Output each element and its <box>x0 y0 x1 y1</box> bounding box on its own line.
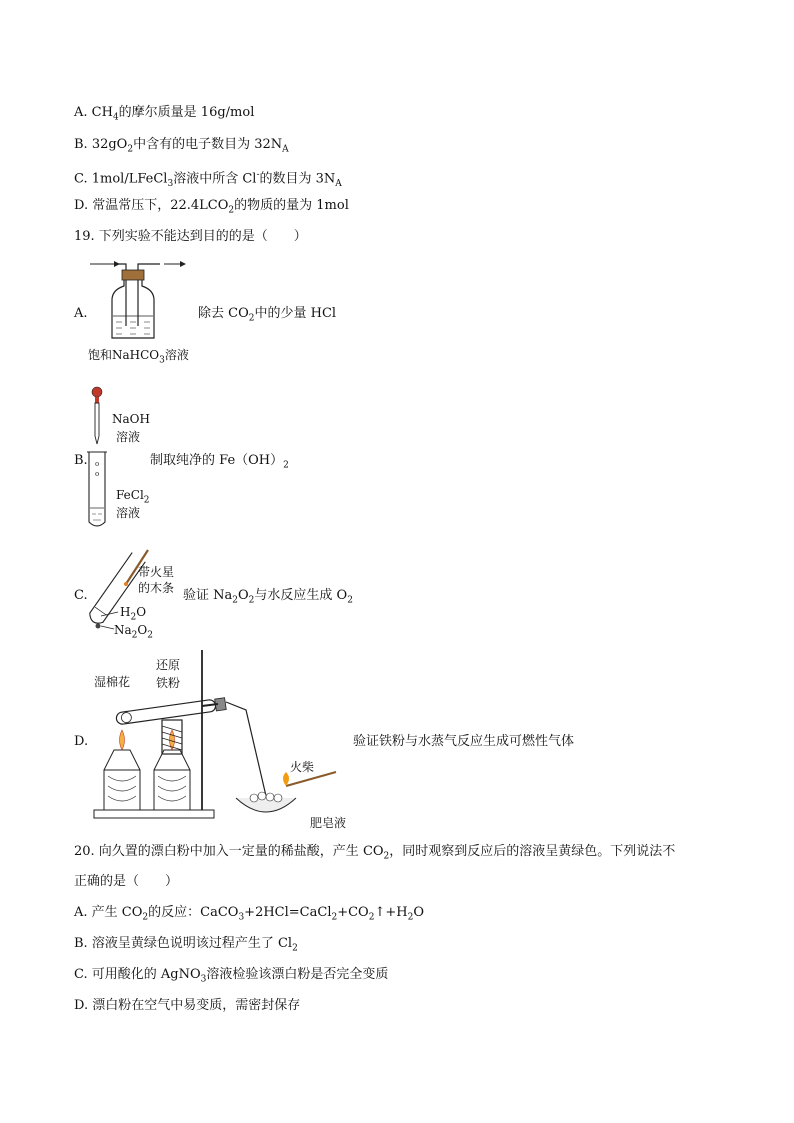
q19-c-solid-label <box>114 622 153 643</box>
subscript: 2 <box>147 630 153 641</box>
dropper-neck <box>95 397 99 403</box>
text: O <box>238 588 249 603</box>
water-level <box>95 607 106 615</box>
subscript: 2 <box>232 595 238 606</box>
q18-option-b <box>74 136 289 159</box>
subscript: 3 <box>159 355 165 366</box>
delivery-tube <box>226 702 266 796</box>
match-flame <box>283 772 289 786</box>
gas-washing-bottle-figure <box>86 256 196 346</box>
text: 中含有的电子数目为 32N <box>133 137 283 152</box>
q19-d-label-match: 火柴 <box>290 760 315 774</box>
text: 溶液中所含 Cl <box>173 171 257 187</box>
stopper <box>122 270 144 280</box>
text: 验证 Na <box>183 588 233 603</box>
q20-stem-line-1 <box>74 843 675 866</box>
superscript: - <box>256 170 260 180</box>
subscript: 3 <box>167 178 174 189</box>
q20-stem-line-2: 正确的是（ ） <box>74 874 179 889</box>
q19-a-letter: A. <box>74 306 88 321</box>
q19-d-letter: D. <box>74 734 89 749</box>
q19-b-letter: B. <box>74 453 88 468</box>
text: Na <box>114 623 132 637</box>
q19-c-splint-label-2: 的木条 <box>138 581 175 595</box>
text: 20. 向久置的漂白粉中加入一定量的稀盐酸，产生 CO <box>74 844 384 859</box>
subscript: 2 <box>347 595 353 606</box>
q19-b-dropper-label-2: 溶液 <box>116 430 141 444</box>
q19-b-tube-label-2: 溶液 <box>116 506 141 520</box>
q19-d-label-iron-2: 铁粉 <box>156 676 181 690</box>
subscript: 2 <box>248 595 255 606</box>
text: C. 可用酸化的 AgNO <box>74 967 201 982</box>
dropper-tube <box>95 403 99 444</box>
svg-text:o: o <box>95 470 100 478</box>
text: D. 常温常压下，22.4LCO <box>74 198 229 213</box>
text: 除去 CO <box>198 306 249 321</box>
dropper-bulb <box>92 387 102 397</box>
subscript: 2 <box>248 313 255 324</box>
q19-a-desc <box>198 306 336 327</box>
text: FeCl <box>116 488 144 502</box>
q19-d-label-soap: 肥皂液 <box>310 816 347 830</box>
text: B. 32gO <box>74 137 128 152</box>
subscript: 3 <box>238 912 245 923</box>
q19-c-desc <box>183 588 353 609</box>
subscript: 2 <box>228 205 235 216</box>
subscript: 4 <box>112 112 119 123</box>
q18-option-c <box>74 166 342 193</box>
text: B. 溶液呈黄绿色说明该过程产生了 Cl <box>74 936 293 951</box>
bottle <box>112 280 154 338</box>
subscript: 2 <box>142 912 149 923</box>
subscript: 2 <box>331 912 338 923</box>
dropper-and-test-tube-figure <box>84 384 114 534</box>
svg-text:o: o <box>95 460 100 468</box>
text: 的数目为 3N <box>259 171 336 187</box>
q20-option-d: D. 漂白粉在空气中易变质，需密封保存 <box>74 998 301 1013</box>
alcohol-lamp-left <box>104 750 140 770</box>
q19-a-fig-label <box>88 347 189 368</box>
text: 制取纯净的 Fe（OH） <box>150 453 284 468</box>
text: O <box>413 905 424 920</box>
na2o2-solid <box>96 624 101 629</box>
q19-c-splint-label-1: 带火星 <box>138 565 175 579</box>
text: +2HCl=CaCl <box>244 905 332 920</box>
text: A. CH <box>74 105 113 120</box>
subscript: 2 <box>130 612 137 623</box>
evaporating-dish <box>236 798 296 812</box>
q20-option-a <box>74 904 424 927</box>
subscript: A <box>335 178 342 189</box>
text: 的反应：CaCO <box>148 905 239 920</box>
subscript: 2 <box>292 943 298 954</box>
q20-option-c <box>74 966 388 989</box>
q18-option-a <box>74 104 254 127</box>
subscript: 2 <box>127 144 134 155</box>
subscript: 2 <box>368 912 375 923</box>
text: 的物质的量为 1mol <box>234 198 349 213</box>
text: 溶液 <box>164 348 189 362</box>
text: 饱和NaHCO <box>88 348 160 362</box>
wooden-block-left <box>104 770 140 810</box>
q19-b-desc <box>150 453 289 474</box>
text: A. 产生 CO <box>74 905 143 920</box>
q19-d-label-cotton: 湿棉花 <box>94 675 131 689</box>
q19-d-label-iron-1: 还原 <box>156 658 181 672</box>
wet-cotton <box>121 712 132 723</box>
subscript: A <box>282 144 289 155</box>
subscript: 2 <box>383 851 390 862</box>
q19-b-dropper-label-1: NaOH <box>112 412 150 426</box>
text: 中的少量 HCl <box>254 306 337 321</box>
q19-stem: 19. 下列实验不能达到目的的是（ ） <box>74 229 307 244</box>
text: H <box>120 605 131 619</box>
subscript: 2 <box>131 630 138 641</box>
text: ，同时观察到反应后的溶液呈黄绿色。下列说法不 <box>389 844 676 859</box>
text: O <box>137 623 148 637</box>
text: 与水反应生成 O <box>254 588 348 603</box>
splint-ember <box>124 582 128 586</box>
text: O <box>136 605 147 619</box>
alcohol-lamp-right <box>154 750 190 770</box>
q18-option-d <box>74 197 349 220</box>
subscript: 2 <box>283 460 289 471</box>
flame-left <box>120 730 125 750</box>
text: 的摩尔质量是 16g/mol <box>118 105 255 120</box>
text: C. 1mol/LFeCl <box>74 171 168 187</box>
text: +CO <box>337 905 369 920</box>
subscript: 2 <box>143 495 150 506</box>
wooden-block-right <box>154 770 190 810</box>
q19-c-letter: C. <box>74 588 88 603</box>
q20-option-b <box>74 935 298 958</box>
text: ↑+H <box>374 905 408 920</box>
subscript: 2 <box>407 912 414 923</box>
q19-d-desc: 验证铁粉与水蒸气反应生成可燃性气体 <box>353 734 575 749</box>
subscript: 3 <box>200 974 207 985</box>
text: 溶液检验该漂白粉是否完全变质 <box>206 967 389 982</box>
stand-base <box>94 810 214 818</box>
